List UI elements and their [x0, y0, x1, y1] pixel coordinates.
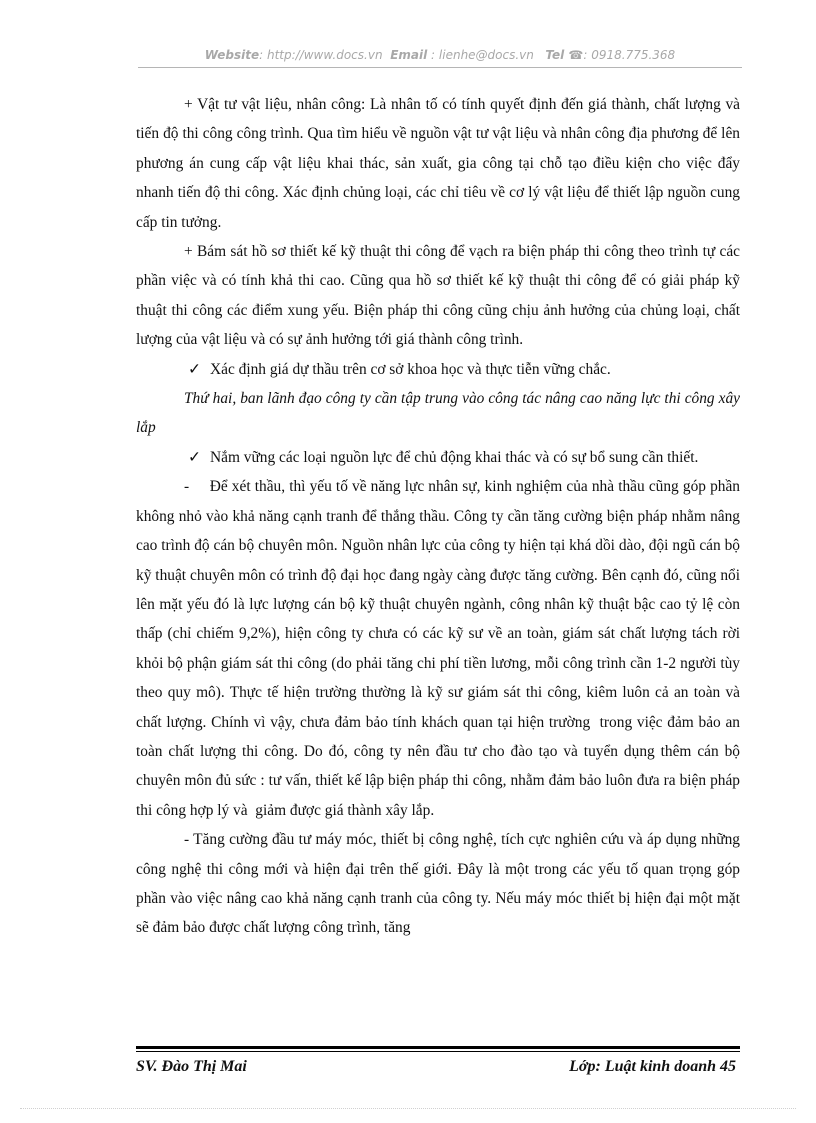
- check-icon: ✓: [188, 360, 201, 378]
- paragraph-personnel: - Để xét thầu, thì yếu tố về năng lực nhân sự, kinh nghiệm của nhà thầu cũng góp phần không nhỏ vào khả năng cạnh tranh để thắng thầu. Công ty cần tăng cường biện pháp nhằm nâng cao trình độ cán bộ chuyên môn. Nguồn nhân lực của công ty hiện tại khá dồi dào, đội ngũ cán bộ kỹ thuật chuyên môn có trình độ đại học đang ngày càng được tăng cường. Bên cạnh đó, cũng nổi lên mặt yếu đó là lực lượng cán bộ kỹ thuật chuyên ngành, công nhân kỹ thuật bậc cao tỷ lệ còn thấp (chỉ chiếm 9,2%), hiện công ty chưa có các kỹ sư về an toàn, giám sát chất lượng tách rời khỏi bộ phận giám sát thi công (do phải tăng chi phí tiền lương, mỗi công trình cần 1-2 người tùy theo quy mô). Thực tế hiện trường thường là kỹ sư giám sát thi công, kiêm luôn cả an toàn và chất lượng. Chính vì vậy, chưa đảm bảo tính khách quan tại hiện trường trong việc đảm bảo an toàn chất lượng thi công. Do đó, công ty nên đầu tư cho đào tạo và tuyển dụng thêm cán bộ chuyên môn đủ sức : tư vấn, thiết kế lập biện pháp thi công, nhằm đảm bảo luôn đưa ra biện pháp thi công hợp lý và giảm được giá thành xây lắp.: [136, 478, 744, 819]
- paragraph-second-point: Thứ hai, ban lãnh đạo công ty cần tập trung vào công tác nâng cao năng lực thi công xây lắp: [136, 390, 740, 437]
- page-header: [138, 48, 742, 62]
- paragraph-equipment: - Tăng cường đầu tư máy móc, thiết bị công nghệ, tích cực nghiên cứu và áp dụng những công nghệ thi công mới và hiện đại trên thế giới. Đây là một trong các yếu tố quan trọng góp phần vào việc nâng cao khả năng cạnh tranh của công ty. Nếu máy móc thiết bị hiện đại một mặt sẽ đảm bảo được chất lượng công trình, tăng: [136, 831, 740, 937]
- paragraph-design-docs: + Bám sát hồ sơ thiết kế kỹ thuật thi công để vạch ra biện pháp thi công theo trình tự các phần việc và có tính khả thi cao. Cũng qua hồ sơ thiết kế kỹ thuật thi công để có giải pháp kỹ thuật thi công các điểm xung yếu. Biện pháp thi công cũng chịu ảnh hưởng của chủng loại, chất lượng của vật liệu và có sự ảnh hưởng tới giá thành công trình.: [136, 243, 740, 349]
- checklist-item-bid-price: [136, 355, 740, 384]
- footer-divider-thin: [136, 1051, 740, 1052]
- paragraph-materials: + Vật tư vật liệu, nhân công: Là nhân tố có tính quyết định đến giá thành, chất lượng và tiến độ thi công công trình. Qua tìm hiểu về nguồn vật tư vật liệu và nhân công địa phương để lên phương án cung cấp vật liệu khai thác, sản xuất, gia công tại chỗ tạo điều kiện cho việc đẩy nhanh tiến độ thi công. Xác định chủng loại, các chỉ tiêu về cơ lý vật liệu để thiết lập nguồn cung cấp tin tưởng.: [136, 96, 740, 231]
- website-label: Website: [204, 48, 260, 62]
- checklist-item-resources: [136, 443, 740, 472]
- checklist-item-text: Xác định giá dự thầu trên cơ sở khoa học và thực tiễn vững chắc.: [210, 360, 611, 378]
- footer-class-name: Lớp: Luật kinh doanh 45: [569, 1058, 736, 1075]
- footer-divider-thick: [136, 1046, 740, 1049]
- header-divider: [138, 67, 742, 68]
- email-label: Email: [390, 48, 428, 62]
- footer-student-name: SV. Đào Thị Mai: [136, 1058, 247, 1075]
- checklist-item-text: Nắm vững các loại nguồn lực để chủ động khai thác và có sự bổ sung cần thiết.: [210, 448, 699, 466]
- page-bottom-border: [20, 1108, 796, 1109]
- tel-value: : 0918.775.368: [583, 48, 676, 62]
- tel-label: Tel ☎: [545, 48, 584, 62]
- website-url: : http://www.docs.vn: [259, 48, 383, 62]
- document-body: [136, 90, 744, 943]
- check-icon: ✓: [188, 448, 201, 466]
- email-value: : lienhe@docs.vn: [427, 48, 534, 62]
